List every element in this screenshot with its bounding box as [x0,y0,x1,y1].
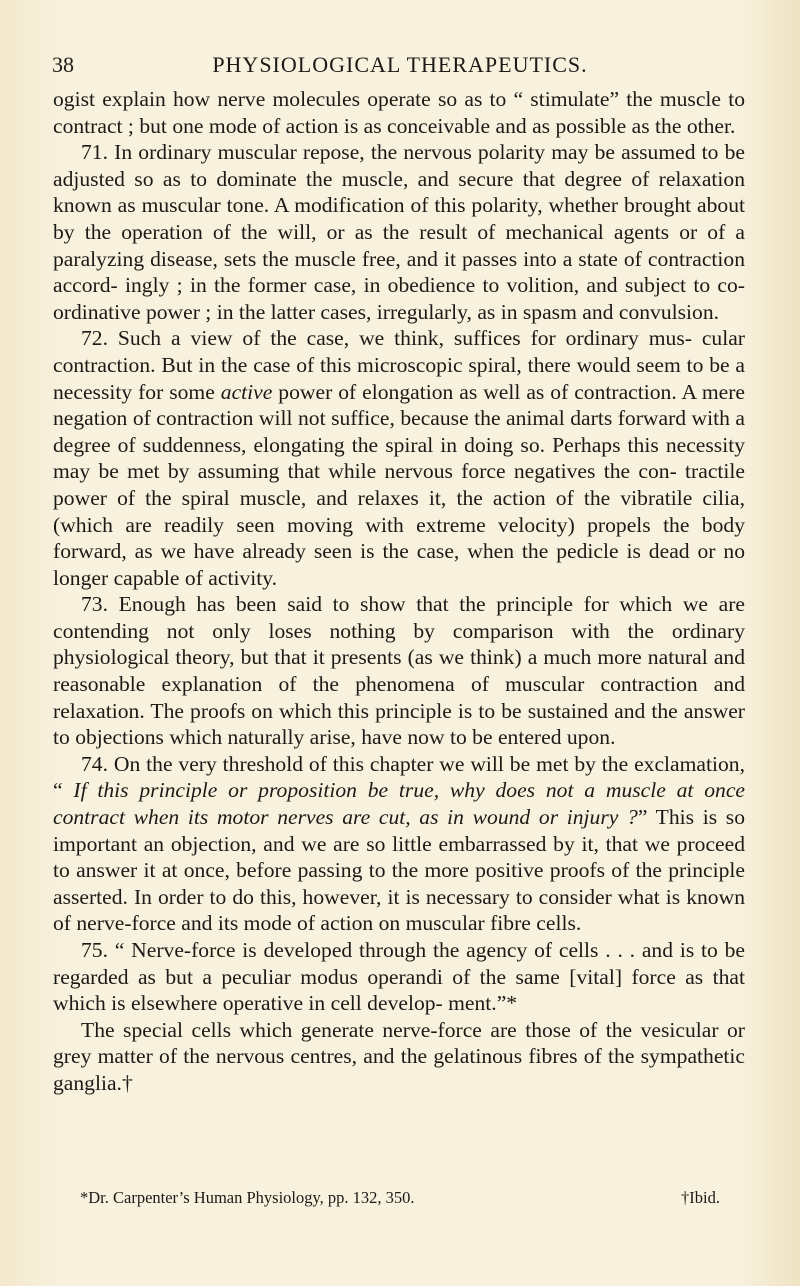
paragraph-74-italic-quote: If this principle or proposition be true, why does not a muscle at once contract when its motor nerves are cut, as in wound or injury ? [53,778,745,830]
paragraph-72 [53,325,745,591]
paragraph-74-text-start: 74. On the very threshold of this chapter we will be met by the exclamation, “ [53,751,745,803]
paragraph-73: 73. Enough has been said to show that the principle for which we are contending not only loses nothing by comparison with the ordinary physiological theory, but that it presents (as we think) a much more natural and reasonable explanation of the phenomena of muscular contraction and relaxation. The proofs on which this principle is to be sustained and the answer to objections which naturally arise, have now to be entered upon. [53,592,745,750]
paragraph-72-italic: active [220,379,273,404]
paragraph-74 [53,751,745,937]
footnote-star: *Dr. Carpenter’s Human Physiology, pp. 132, 350. [80,1188,415,1207]
running-head: PHYSIOLOGICAL THERAPEUTICS. [212,52,588,77]
page-number: 38 [52,52,74,77]
footnote-dagger: †Ibid. [681,1188,720,1207]
paragraph-75: 75. “ Nerve-force is developed through the agency of cells . . . and is to be regarded as but a peculiar modus operandi of the same [vital] force as that which is elsewhere operative in cell develop- ment.”* [53,938,745,1016]
paragraph-special-cells: The special cells which generate nerve-force are those of the vesicular or grey matter of the nervous centres, and the gelatinous fibres of the sympathetic ganglia.† [53,1017,745,1095]
page-header [52,52,748,82]
paragraph-72-text-start: 72. Such a view of the case, we think, suffices for ordinary mus- cular contraction. But in the case of this microscopic spiral, there would seem to be a necessity for some [53,326,745,404]
paragraph-continuation: ogist explain how nerve molecules operate so as to “ stimulate” the muscle to contract ; but one mode of action is as conceivable and as possible as the other. [53,87,745,138]
footnotes [80,1188,720,1208]
body-text [53,86,745,1097]
paragraph-71: 71. In ordinary muscular repose, the nervous polarity may be assumed to be adjusted so as to dominate the muscle, and secure that degree of relaxation known as muscular tone. A modification of this polarity, whether brought about by the operation of the will, or as the result of mechanical agents or of a paralyzing disease, sets the muscle free, and it passes into a state of contraction accord- ingly ; in the former case, in obedience to volition, and subject to co-ordinative power ; in the latter cases, irregularly, as in spasm and convulsion. [53,140,745,324]
paragraph-74-text-end: ” This is so important an objection, and we are so little embarrassed by it, that we proceed to answer it at once, before passing to the more positive proofs of the principle asserted. In order to do this, however, it is necessary to consider what is known of nerve-force and its mode of action on muscular fibre cells. [53,805,745,936]
paragraph-72-text-end: power of elongation as well as of contraction. A mere negation of contraction will not suffice, because the animal darts forward with a degree of suddenness, elongating the spiral in doing so. Perhaps this necessity may be met by assuming that while nervous force negatives the con- tractile power of the spiral muscle, and relaxes it, the action of the vibratile cilia, (which are readily seen moving with extreme velocity) propels the body forward, as we have already seen is the case, when the pedicle is dead or no longer capable of activity. [53,379,746,590]
